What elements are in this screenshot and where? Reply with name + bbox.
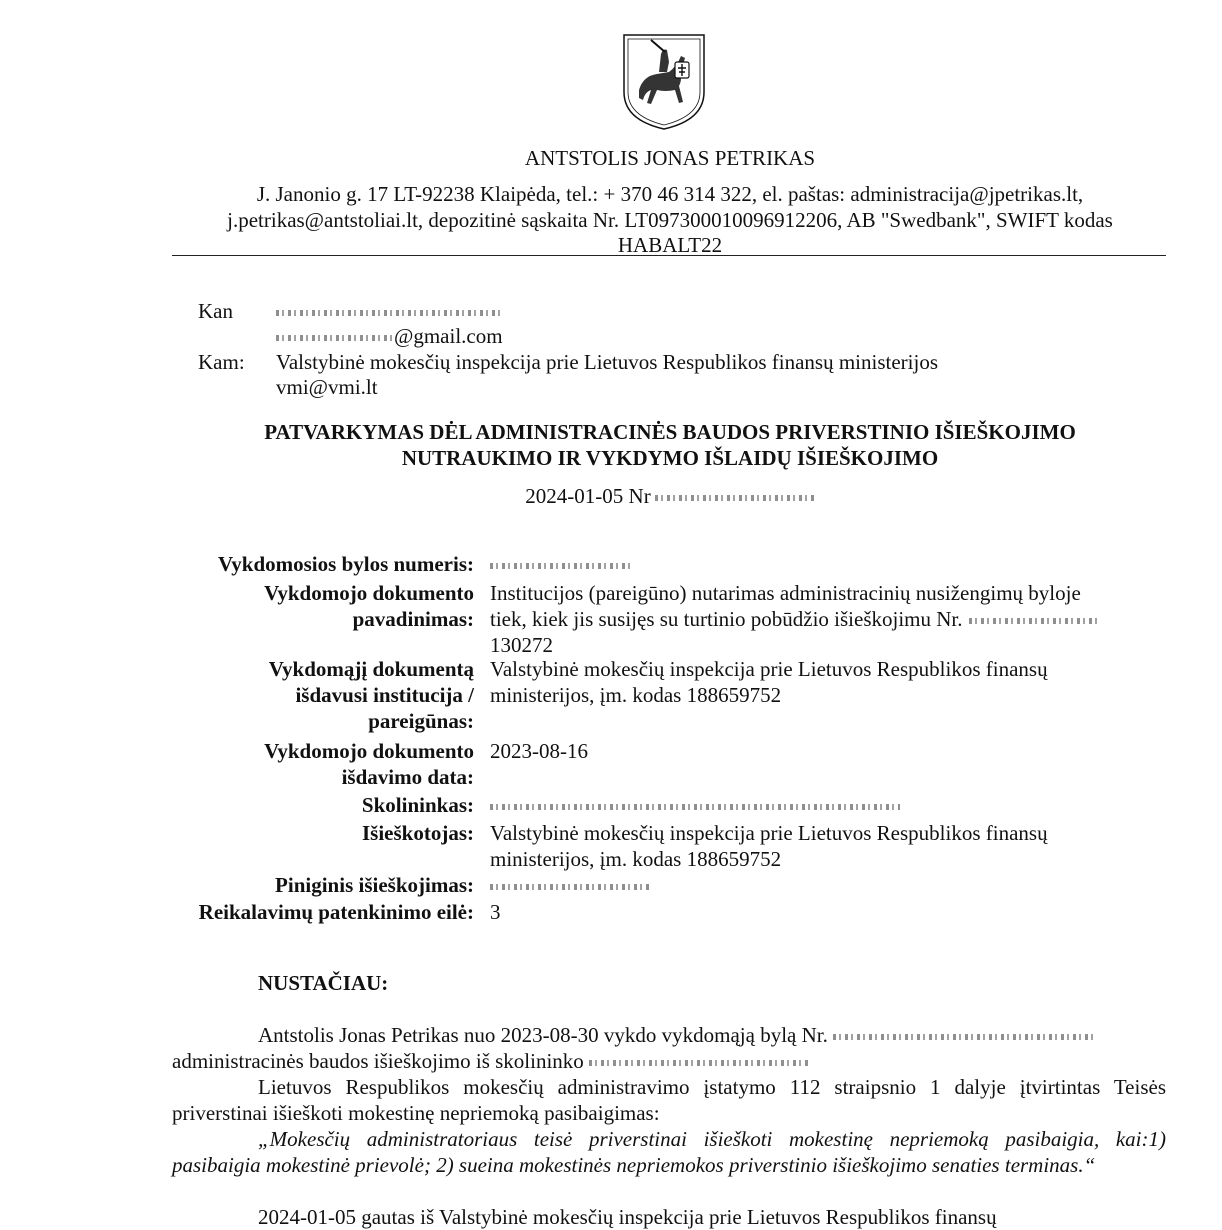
recipient-email-1: [276, 324, 503, 349]
collector-value-1: Valstybinė mokesčių inspekcija prie Lietuvos Respublikos finansų: [490, 821, 1048, 845]
monetary-value-redacted: [490, 872, 1150, 898]
issuer-label-1: Vykdomąjį dokumentą: [268, 657, 474, 681]
issue-date-value: 2023-08-16: [490, 739, 588, 763]
collector-label: Išieškotojas:: [361, 821, 474, 845]
doc-name-label-1: Vykdomojo dokumento: [264, 581, 474, 605]
document-date-number: [0, 484, 1222, 509]
recipient-email-2: vmi@vmi.lt: [276, 375, 378, 399]
doc-name-label-2: pavadinimas:: [352, 607, 474, 631]
collector-value-2: ministerijos, įm. kodas 188659752: [490, 847, 782, 871]
case-number-value-redacted: [490, 551, 1150, 577]
issuer-label-2: išdavusi institucija /: [295, 683, 474, 707]
header-divider: [172, 255, 1166, 256]
issue-date-label-1: Vykdomojo dokumento: [264, 739, 474, 763]
document-title-line-2: NUTRAUKIMO IR VYKDYMO IŠLAIDŲ IŠIEŠKOJIMO: [401, 446, 939, 470]
document-date: 2024-01-05: [525, 484, 624, 508]
recipient-label-2: Kam:: [198, 350, 245, 374]
debtor-label: Skolininkas:: [361, 793, 474, 817]
monetary-label: Piniginis išieškojimas:: [275, 873, 474, 897]
contact-line-1: J. Janonio g. 17 LT-92238 Klaipėda, tel.: + 370 46 314 322, el. paštas: administracija@jpetrikas.lt,: [256, 182, 1084, 206]
debtor-value-redacted: [490, 792, 1150, 818]
document-number-label: Nr: [628, 484, 651, 508]
recipient-email-domain: @gmail.com: [394, 324, 503, 348]
issuer-value-2: ministerijos, įm. kodas 188659752: [490, 683, 782, 707]
bailiff-name: ANTSTOLIS JONAS PETRIKAS: [524, 146, 816, 170]
issue-date-label-2: išdavimo data:: [341, 765, 474, 789]
recipient-org-2: Valstybinė mokesčių inspekcija prie Lietuvos Respublikos finansų ministerijos: [276, 350, 938, 374]
paragraph-1: [172, 1022, 1166, 1074]
contact-line-2: j.petrikas@antstoliai.lt, depozitinė sąskaita Nr. LT097300010096912206, AB "Swedbank", SWIFT kodas: [227, 208, 1113, 232]
doc-name-value-2: [490, 606, 1150, 632]
priority-value: 3: [490, 900, 501, 924]
doc-name-value-1: Institucijos (pareigūno) nutarimas administracinių nusižengimų byloje: [490, 581, 1081, 605]
priority-label: Reikalavimų patenkinimo eilė:: [198, 900, 474, 924]
issuer-label-3: pareigūnas:: [368, 709, 474, 733]
contact-line-3: HABALT22: [617, 233, 723, 257]
recipient-label-1: Kan: [198, 299, 233, 323]
paragraph-1-line-2: administracinės baudos išieškojimo iš skolininko: [172, 1049, 584, 1073]
vytis-coat-of-arms-icon: [621, 32, 707, 132]
paragraph-2: Lietuvos Respublikos mokesčių administravimo įstatymo 112 straipsnio 1 dalyje įtvirtintas Teisės priverstinai išieškoti mokestinę nepriemoką pasibaigimas:: [172, 1075, 1166, 1125]
paragraph-quote: „Mokesčių administratoriaus teisė priverstinai išieškoti mokestinę nepriemoką pasibaigia, kai:1) pasibaigia mokestinė prievolė; 2) sueina mokestinės nepriemokos priverstinio išieškojimo senaties terminas.“: [172, 1127, 1166, 1177]
section-heading: NUSTAČIAU:: [258, 971, 389, 995]
paragraph-1-line-1: Antstolis Jonas Petrikas nuo 2023-08-30 vykdo vykdomąją bylą Nr.: [258, 1023, 828, 1047]
recipient-name-redacted: [276, 299, 504, 324]
case-number-label: Vykdomosios bylos numeris:: [218, 552, 474, 576]
doc-name-value-3: 130272: [490, 633, 553, 657]
paragraph-4: 2024-01-05 gautas iš Valstybinė mokesčių inspekcija prie Lietuvos Respublikos finansų: [258, 1205, 997, 1229]
doc-name-value-2-text: tiek, kiek jis susijęs su turtinio pobūdžio išieškojimu Nr.: [490, 607, 963, 631]
document-title-line-1: PATVARKYMAS DĖL ADMINISTRACINĖS BAUDOS PRIVERSTINIO IŠIEŠKOJIMO: [264, 420, 1076, 444]
issuer-value-1: Valstybinė mokesčių inspekcija prie Lietuvos Respublikos finansų: [490, 657, 1048, 681]
